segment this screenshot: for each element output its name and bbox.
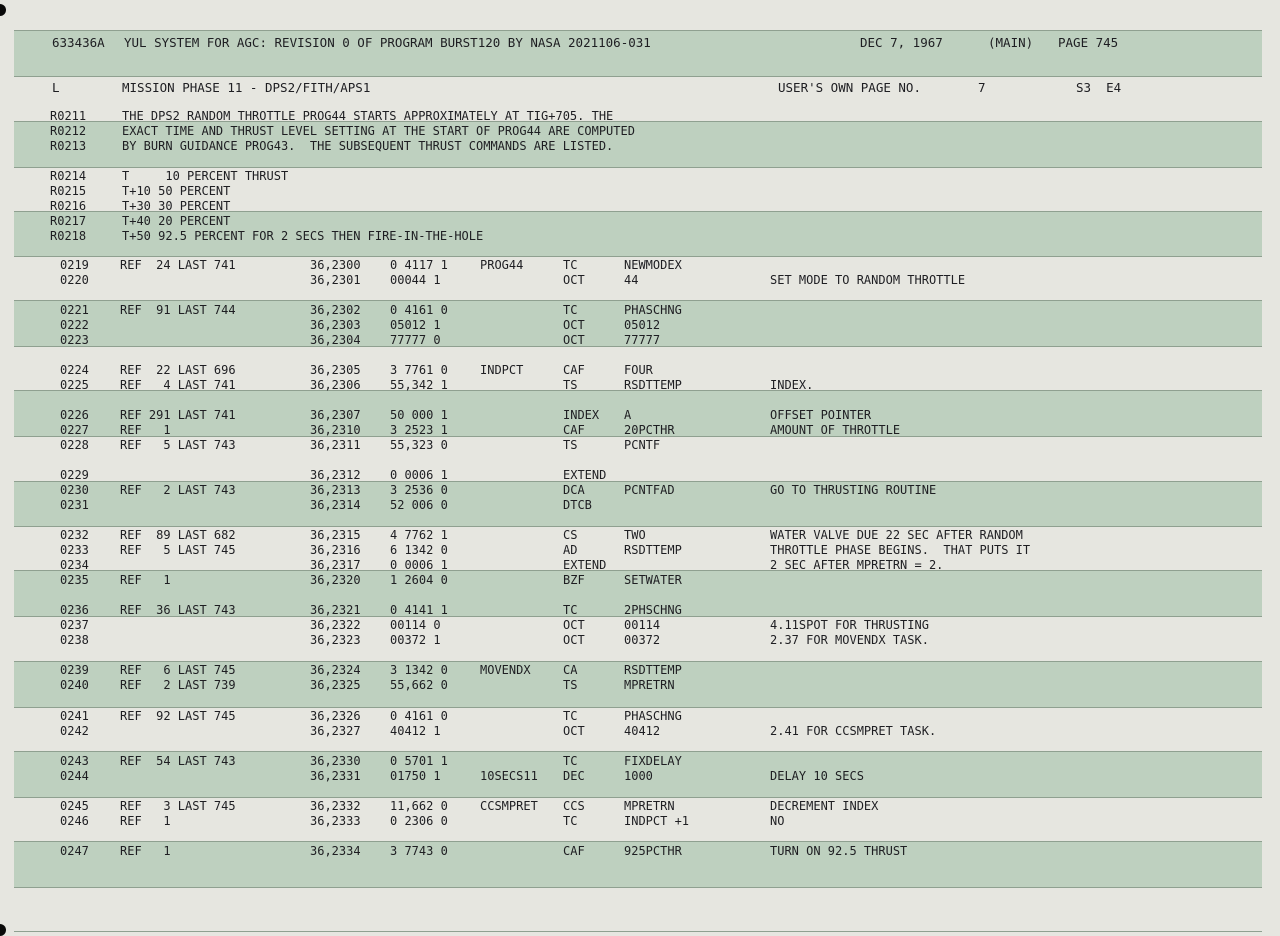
code-row — [0, 769, 1280, 784]
line-number: 0230 — [60, 483, 89, 497]
line-number: 0234 — [60, 558, 89, 572]
operand: 77777 — [624, 333, 661, 347]
ref-info: REF 4 LAST 741 — [120, 378, 236, 392]
octal-word: 0 4141 1 — [390, 603, 448, 617]
code-row — [0, 378, 1280, 393]
code-row — [0, 633, 1280, 648]
remark-id: R0212 — [50, 124, 87, 138]
octal-word: 05012 1 — [390, 318, 441, 332]
remark-id: R0217 — [50, 214, 87, 228]
symbol-label: MOVENDX — [480, 663, 531, 677]
address: 36,2330 — [310, 754, 361, 768]
comment: WATER VALVE DUE 22 SEC AFTER RANDOM — [770, 528, 1023, 542]
opcode: TC — [563, 814, 578, 828]
remark-row — [0, 229, 1280, 244]
code-row — [0, 543, 1280, 558]
ref-info: REF 1 — [120, 423, 171, 437]
code-row — [0, 663, 1280, 678]
line-number: 0226 — [60, 408, 89, 422]
ref-info: REF 22 LAST 696 — [120, 363, 236, 377]
mission-phase: MISSION PHASE 11 - DPS2/FITH/APS1 — [122, 80, 371, 95]
operand: PCNTFAD — [624, 483, 675, 497]
octal-word: 3 1342 0 — [390, 663, 448, 677]
octal-word: 3 2536 0 — [390, 483, 448, 497]
ref-info: REF 1 — [120, 844, 171, 858]
octal-word: 1 2604 0 — [390, 573, 448, 587]
operand: TWO — [624, 528, 646, 542]
line-number: 0245 — [60, 799, 89, 813]
divider — [14, 931, 1262, 932]
opcode: OCT — [563, 618, 585, 632]
remark-row — [0, 169, 1280, 184]
code-row — [0, 273, 1280, 288]
address: 36,2321 — [310, 603, 361, 617]
opcode: TC — [563, 603, 578, 617]
opcode: DEC — [563, 769, 585, 783]
octal-word: 55,342 1 — [390, 378, 448, 392]
remark-row — [0, 184, 1280, 199]
line-number: 0229 — [60, 468, 89, 482]
user-page-number: 7 — [978, 80, 986, 95]
line-number: 0237 — [60, 618, 89, 632]
remark-text: BY BURN GUIDANCE PROG43. THE SUBSEQUENT THRUST COMMANDS ARE LISTED. — [122, 139, 614, 153]
comment: 2.41 FOR CCSMPRET TASK. — [770, 724, 937, 738]
operand: A — [624, 408, 632, 422]
line-number: 0244 — [60, 769, 89, 783]
octal-word: 3 7743 0 — [390, 844, 448, 858]
operand: 05012 — [624, 318, 661, 332]
code-row — [0, 799, 1280, 814]
opcode: DCA — [563, 483, 585, 497]
opcode: TC — [563, 258, 578, 272]
address: 36,2300 — [310, 258, 361, 272]
code-row — [0, 844, 1280, 859]
page-number: PAGE 745 — [1058, 35, 1119, 50]
octal-word: 55,323 0 — [390, 438, 448, 452]
remark-id: R0216 — [50, 199, 87, 213]
address: 36,2317 — [310, 558, 361, 572]
symbol-label: 10SECS11 — [480, 769, 538, 783]
ref-info: REF 5 LAST 743 — [120, 438, 236, 452]
comment: 2.37 FOR MOVENDX TASK. — [770, 633, 929, 647]
octal-word: 0 4117 1 — [390, 258, 448, 272]
address: 36,2301 — [310, 273, 361, 287]
comment: SET MODE TO RANDOM THROTTLE — [770, 273, 966, 287]
remark-text: T+50 92.5 PERCENT FOR 2 SECS THEN FIRE-IN-THE-HOLE — [122, 229, 484, 243]
remark-id: R0214 — [50, 169, 87, 183]
operand: 44 — [624, 273, 639, 287]
address: 36,2310 — [310, 423, 361, 437]
opcode: TS — [563, 438, 578, 452]
opcode: OCT — [563, 633, 585, 647]
address: 36,2331 — [310, 769, 361, 783]
operand: PCNTF — [624, 438, 661, 452]
opcode: BZF — [563, 573, 585, 587]
remark-text: T 10 PERCENT THRUST — [122, 169, 289, 183]
opcode: TS — [563, 678, 578, 692]
code-row — [0, 438, 1280, 453]
operand: NEWMODEX — [624, 258, 682, 272]
operand: INDPCT +1 — [624, 814, 690, 828]
ref-info: REF 2 LAST 739 — [120, 678, 236, 692]
address: 36,2322 — [310, 618, 361, 632]
remark-text: T+30 30 PERCENT — [122, 199, 231, 213]
line-number: 0221 — [60, 303, 89, 317]
remark-text: T+10 50 PERCENT — [122, 184, 231, 198]
operand: 1000 — [624, 769, 653, 783]
opcode: EXTEND — [563, 558, 607, 572]
comment: 2 SEC AFTER MPRETRN = 2. — [770, 558, 944, 572]
code-row — [0, 468, 1280, 483]
opcode: CAF — [563, 363, 585, 377]
comment: DELAY 10 SECS — [770, 769, 864, 783]
line-number: 0247 — [60, 844, 89, 858]
remark-text: T+40 20 PERCENT — [122, 214, 231, 228]
address: 36,2302 — [310, 303, 361, 317]
octal-word: 01750 1 — [390, 769, 441, 783]
address: 36,2325 — [310, 678, 361, 692]
opcode: OCT — [563, 333, 585, 347]
ref-info: REF 24 LAST 741 — [120, 258, 236, 272]
address: 36,2323 — [310, 633, 361, 647]
header-line — [0, 35, 1280, 50]
remark-id: R0215 — [50, 184, 87, 198]
listing-title: YUL SYSTEM FOR AGC: REVISION 0 OF PROGRAM BURST120 BY NASA 2021106-031 — [124, 35, 651, 50]
octal-word: 0 2306 0 — [390, 814, 448, 828]
code-row — [0, 724, 1280, 739]
operand: PHASCHNG — [624, 709, 682, 723]
ref-info: REF 1 — [120, 573, 171, 587]
comment: TURN ON 92.5 THRUST — [770, 844, 908, 858]
line-number: 0235 — [60, 573, 89, 587]
octal-word: 40412 1 — [390, 724, 441, 738]
opcode: TC — [563, 754, 578, 768]
address: 36,2315 — [310, 528, 361, 542]
octal-word: 00372 1 — [390, 633, 441, 647]
octal-word: 0 4161 0 — [390, 709, 448, 723]
address: 36,2324 — [310, 663, 361, 677]
line-number: 0241 — [60, 709, 89, 723]
address: 36,2316 — [310, 543, 361, 557]
operand: FOUR — [624, 363, 653, 377]
line-number: 0246 — [60, 814, 89, 828]
address: 36,2334 — [310, 844, 361, 858]
tractor-hole — [0, 4, 6, 16]
user-page-label: USER'S OWN PAGE NO. — [778, 80, 921, 95]
line-number: 0227 — [60, 423, 89, 437]
operand: SETWATER — [624, 573, 682, 587]
comment: OFFSET POINTER — [770, 408, 872, 422]
address: 36,2303 — [310, 318, 361, 332]
octal-word: 11,662 0 — [390, 799, 448, 813]
opcode: CAF — [563, 423, 585, 437]
remark-id: R0218 — [50, 229, 87, 243]
comment: INDEX. — [770, 378, 814, 392]
octal-word: 55,662 0 — [390, 678, 448, 692]
line-number: 0243 — [60, 754, 89, 768]
opcode: TS — [563, 378, 578, 392]
code-row — [0, 408, 1280, 423]
line-number: 0239 — [60, 663, 89, 677]
line-number: 0219 — [60, 258, 89, 272]
opcode: INDEX — [563, 408, 600, 422]
ref-info: REF 2 LAST 743 — [120, 483, 236, 497]
opcode: AD — [563, 543, 578, 557]
opcode: CA — [563, 663, 578, 677]
address: 36,2307 — [310, 408, 361, 422]
code-row — [0, 423, 1280, 438]
line-number: 0242 — [60, 724, 89, 738]
octal-word: 00114 0 — [390, 618, 441, 632]
code-row — [0, 303, 1280, 318]
ref-info: REF 36 LAST 743 — [120, 603, 236, 617]
operand: MPRETRN — [624, 799, 675, 813]
code-row — [0, 498, 1280, 513]
opcode: CAF — [563, 844, 585, 858]
remark-row — [0, 124, 1280, 139]
code-row — [0, 363, 1280, 378]
remark-row — [0, 214, 1280, 229]
octal-word: 50 000 1 — [390, 408, 448, 422]
ref-info: REF 89 LAST 682 — [120, 528, 236, 542]
code-row — [0, 528, 1280, 543]
octal-word: 00044 1 — [390, 273, 441, 287]
address: 36,2314 — [310, 498, 361, 512]
octal-word: 3 2523 1 — [390, 423, 448, 437]
address: 36,2333 — [310, 814, 361, 828]
code-row — [0, 814, 1280, 829]
code-row — [0, 318, 1280, 333]
ref-info: REF 1 — [120, 814, 171, 828]
remark-id: R0213 — [50, 139, 87, 153]
line-number: 0232 — [60, 528, 89, 542]
octal-word: 0 5701 1 — [390, 754, 448, 768]
ref-info: REF 92 LAST 745 — [120, 709, 236, 723]
operand: RSDTTEMP — [624, 543, 682, 557]
code-row — [0, 333, 1280, 348]
octal-word: 52 006 0 — [390, 498, 448, 512]
address: 36,2312 — [310, 468, 361, 482]
operand: MPRETRN — [624, 678, 675, 692]
code-row — [0, 618, 1280, 633]
address: 36,2332 — [310, 799, 361, 813]
line-number: 0236 — [60, 603, 89, 617]
tractor-hole — [0, 924, 6, 936]
code-row — [0, 258, 1280, 273]
code-row — [0, 678, 1280, 693]
mission-line — [0, 80, 1280, 95]
symbol-label: INDPCT — [480, 363, 524, 377]
opcode: DTCB — [563, 498, 592, 512]
line-number: 0220 — [60, 273, 89, 287]
operand: 20PCTHR — [624, 423, 675, 437]
code-row — [0, 558, 1280, 573]
opcode: TC — [563, 709, 578, 723]
address: 36,2326 — [310, 709, 361, 723]
opcode: OCT — [563, 318, 585, 332]
ref-info: REF 6 LAST 745 — [120, 663, 236, 677]
comment: 4.11SPOT FOR THRUSTING — [770, 618, 929, 632]
operand: 40412 — [624, 724, 661, 738]
code-row — [0, 573, 1280, 588]
line-number: 0231 — [60, 498, 89, 512]
operand: RSDTTEMP — [624, 378, 682, 392]
remark-row — [0, 139, 1280, 154]
opcode: EXTEND — [563, 468, 607, 482]
line-number: 0223 — [60, 333, 89, 347]
code-row — [0, 483, 1280, 498]
operand: 00114 — [624, 618, 661, 632]
comment: THROTTLE PHASE BEGINS. THAT PUTS IT — [770, 543, 1031, 557]
opcode: TC — [563, 303, 578, 317]
opcode: CCS — [563, 799, 585, 813]
octal-word: 4 7762 1 — [390, 528, 448, 542]
remark-text: THE DPS2 RANDOM THROTTLE PROG44 STARTS APPROXIMATELY AT TIG+705. THE — [122, 109, 614, 123]
ref-info: REF 3 LAST 745 — [120, 799, 236, 813]
address: 36,2311 — [310, 438, 361, 452]
code-row — [0, 709, 1280, 724]
ref-info: REF 5 LAST 745 — [120, 543, 236, 557]
line-number: 0238 — [60, 633, 89, 647]
address: 36,2327 — [310, 724, 361, 738]
opcode: CS — [563, 528, 578, 542]
job-number: 633436A — [52, 35, 105, 50]
address: 36,2320 — [310, 573, 361, 587]
operand: PHASCHNG — [624, 303, 682, 317]
line-number: 0233 — [60, 543, 89, 557]
octal-word: 3 7761 0 — [390, 363, 448, 377]
address: 36,2305 — [310, 363, 361, 377]
operand: 2PHSCHNG — [624, 603, 682, 617]
line-number: 0222 — [60, 318, 89, 332]
ref-info: REF 291 LAST 741 — [120, 408, 236, 422]
symbol-label: CCSMPRET — [480, 799, 538, 813]
symbol-label: PROG44 — [480, 258, 524, 272]
octal-word: 0 0006 1 — [390, 468, 448, 482]
code-row — [0, 754, 1280, 769]
remark-row — [0, 199, 1280, 214]
listing-type: L — [52, 80, 60, 95]
operand: FIXDELAY — [624, 754, 682, 768]
octal-word: 0 0006 1 — [390, 558, 448, 572]
comment: GO TO THRUSTING ROUTINE — [770, 483, 937, 497]
line-number: 0228 — [60, 438, 89, 452]
line-number: 0225 — [60, 378, 89, 392]
line-number: 0224 — [60, 363, 89, 377]
operand: 00372 — [624, 633, 661, 647]
operand: RSDTTEMP — [624, 663, 682, 677]
section-label: (MAIN) — [988, 35, 1034, 50]
remark-row — [0, 109, 1280, 124]
octal-word: 0 4161 0 — [390, 303, 448, 317]
code-row — [0, 603, 1280, 618]
ref-info: REF 54 LAST 743 — [120, 754, 236, 768]
comment: NO — [770, 814, 785, 828]
remark-text: EXACT TIME AND THRUST LEVEL SETTING AT THE START OF PROG44 ARE COMPUTED — [122, 124, 635, 138]
line-number: 0240 — [60, 678, 89, 692]
address: 36,2304 — [310, 333, 361, 347]
opcode: OCT — [563, 273, 585, 287]
comment: DECREMENT INDEX — [770, 799, 879, 813]
octal-word: 77777 0 — [390, 333, 441, 347]
ref-info: REF 91 LAST 744 — [120, 303, 236, 317]
listing-date: DEC 7, 1967 — [860, 35, 943, 50]
opcode: OCT — [563, 724, 585, 738]
remark-id: R0211 — [50, 109, 87, 123]
comment: AMOUNT OF THROTTLE — [770, 423, 901, 437]
address: 36,2313 — [310, 483, 361, 497]
address: 36,2306 — [310, 378, 361, 392]
operand: 925PCTHR — [624, 844, 682, 858]
octal-word: 6 1342 0 — [390, 543, 448, 557]
section-codes: S3 E4 — [1076, 80, 1122, 95]
